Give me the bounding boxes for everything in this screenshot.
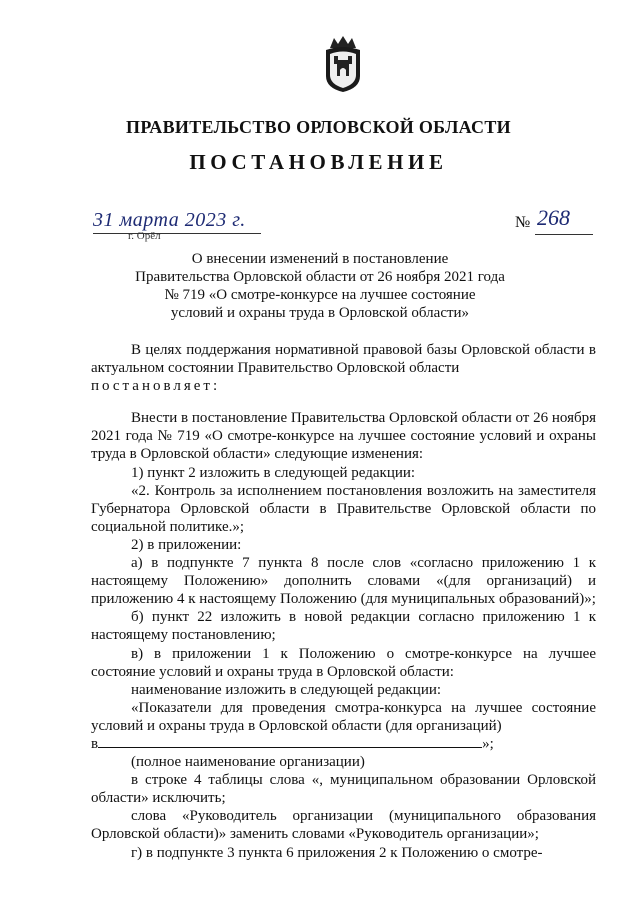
coat-of-arms-icon	[320, 34, 366, 94]
city-label: г. Орёл	[128, 230, 161, 242]
subject-line: О внесении изменений в постановление	[191, 251, 449, 267]
handwritten-number: 268	[537, 205, 570, 230]
item-1-text: «2. Контроль за исполнением постановления возложить на заместителя Губернатора Орловской области в Правительстве Орловской области по социальной политике.»;	[91, 482, 596, 535]
blank-note: (полное наименование организации)	[131, 754, 365, 771]
handwritten-date: 31 марта 2023 г.	[93, 209, 246, 231]
document-body	[91, 341, 596, 862]
blank-underline	[98, 735, 482, 748]
item-2: 2) в приложении:	[131, 536, 242, 553]
subject-line: условий и охраны труда в Орловской области»	[170, 305, 470, 321]
intro-paragraph: Внести в постановление Правительства Орловской области от 26 ноября 2021 года № 719 «О смотре-конкурсе на лучшее состояние условий и охраны труда в Орловской области» следующие изменения:	[91, 410, 596, 463]
date-underline	[93, 233, 261, 234]
item-2g: г) в подпункте 3 пункта 6 приложения 2 к Положению о смотре-	[131, 844, 543, 861]
decree-word: постановляет:	[91, 378, 221, 395]
document-type: ПОСТАНОВЛЕНИЕ	[189, 150, 448, 174]
item-1: 1) пункт 2 изложить в следующей редакции:	[131, 464, 416, 481]
blank-prefix: в	[91, 735, 99, 752]
naming-text: «Показатели для проведения смотра-конкурса на лучшее состояние условий и охраны труда в Орловской области (для организаций)	[91, 699, 596, 734]
date-field	[93, 209, 263, 232]
words-paragraph: слова «Руководитель организации (муниципального образования Орловской области)» заменить словами «Руководитель организации»;	[91, 808, 596, 843]
subject-line: № 719 «О смотре-конкурсе на лучшее состояние	[164, 287, 476, 303]
preamble-text: В целях поддержания нормативной правовой базы Орловской области в актуальном состоянии Правительство Орловской области	[91, 342, 596, 377]
number-label: №	[515, 214, 531, 231]
document-subject	[120, 250, 520, 322]
row4-paragraph: в строке 4 таблицы слова «, муниципальном образовании Орловской области» исключить;	[91, 772, 596, 807]
item-2b: б) пункт 22 изложить в новой редакции согласно приложению 1 к настоящему постановлению;	[91, 609, 596, 644]
blank-line-row	[91, 735, 596, 753]
item-2c: в) в приложении 1 к Положению о смотре-конкурсе на лучшее состояние условий и охраны труда в Орловской области:	[91, 645, 596, 680]
preamble-paragraph	[91, 341, 596, 377]
organization-title: ПРАВИТЕЛЬСТВО ОРЛОВСКОЙ ОБЛАСТИ	[126, 117, 511, 137]
number-underline	[535, 234, 593, 235]
item-2a: а) в подпункте 7 пункта 8 после слов «согласно приложению 1 к настоящему Положению» дополнить словами «(для организаций) и приложению 4 к настоящему Положению (для муниципальных образований)»;	[91, 555, 596, 608]
blank-suffix: »;	[482, 735, 494, 752]
subject-line: Правительства Орловской области от 26 ноября 2021 года	[135, 269, 505, 285]
naming-intro: наименование изложить в следующей редакции:	[131, 681, 442, 698]
